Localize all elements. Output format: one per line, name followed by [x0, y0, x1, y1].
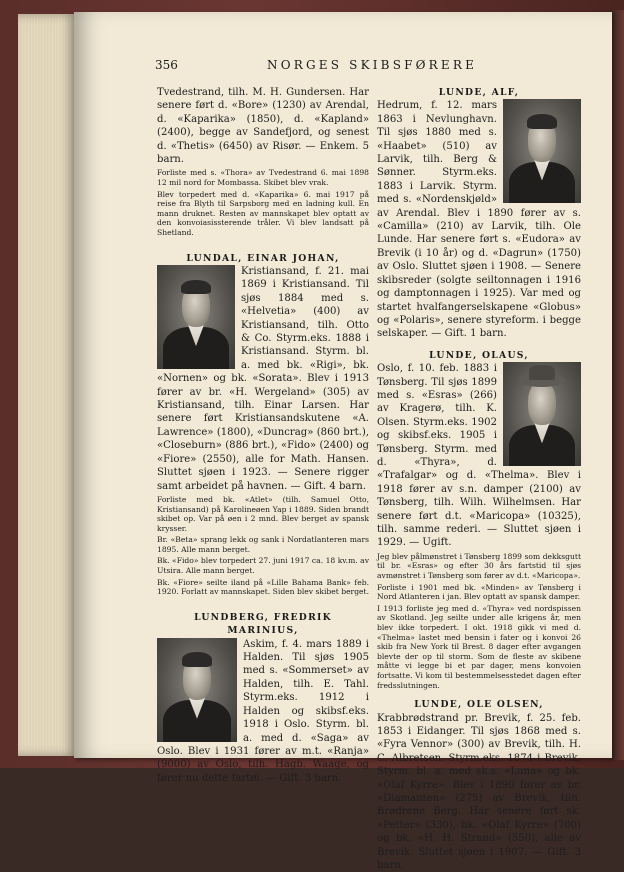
entry-note: Blev torpedert med d. «Kaparika» 6. mai 1917 på reise fra Blyth til Sarpsborg med en ladning kull. En mann druknet. Resten av mannskapet blev optatt av den konvoiasissterende tråler. Vi blev landsatt på Shetland. [157, 189, 369, 237]
page-header [155, 58, 579, 76]
portrait-photo-hat [503, 362, 581, 466]
entry-note: Forliste med bk. «Atlet» (tilh. Samuel Otto, Kristiansand) på Karolineøen Yap i 1889. Siden brandt skibet op. Var på øen i 2 mnd. Blev berget av spansk krysser. [157, 494, 369, 533]
entry-text: Krabbrødstrand pr. Brevik, f. 25. feb. 1853 i Eidanger. Til sjøs 1868 med s. «Fyra Vennor» (300) av Brevik, tilh. H. C. Albretsen. Styrm.eks. 1874 i Brevik. Styrm. bl. a. med sk.s. «Luna» og bk. «Olaf Kyrre». Blev i 1890 fører av br. «Diamanten» (275) av Brevik, tilh. Brødrene Berg. Har senere ført sk. «Petter» (330), bk. «Olaf Kyrre» (700) og bk. «H. H. Strand» (550), alle av Brevik. Sluttet sjøen i 1907. — Gift. 3 barn. [377, 712, 581, 871]
left-column [157, 86, 369, 785]
entry-note: Bk. «Fido» blev torpedert 27. juni 1917 ca. 18 kv.m. av Utsira. Alle mann berget. [157, 556, 369, 576]
entry-heading: LUNDAL, EINAR JOHAN, [186, 252, 340, 264]
page-edges [18, 14, 76, 756]
entry-text: Askim, f. 4. mars 1889 i Halden. Til sjøs 1905 med s. «Sommerset» av Halden, tilh. E. Tahl. Styrm.eks. 1912 i Halden og skibsf.eks. 1918 i Oslo. Styrm. bl. a. med d. «Saga» av Oslo. Blev i 1931 fører av m.t. «Ranja» (9000) av Oslo, tilh. Hagb. Waage, og fører nu dette fartøi. — Gift. 3 barn. [157, 638, 369, 784]
entry-text: Oslo, f. 10. feb. 1883 i Tønsberg. Til sjøs 1899 med s. «Esras» (266) av Kragerø, tilh. K. Olsen. Styrm.eks. 1902 og skibsf.eks. 1905 i Tønsberg. Styrm. med d. «Thyra», d. «Trafalgar» og d. «Thelma». Blev i 1918 fører av s.n. damper (2100) av Tønsberg, tilh. Wilh. Wilhelmsen. Har senere ført d.t. «Maricopa» (10325), tilh. samme rederi. — Sluttet sjøen i 1929. — Ugift. [377, 363, 581, 549]
entry-heading: LUNDE, ALF, [438, 87, 520, 98]
right-column [377, 86, 581, 872]
entry-heading: LUNDE, OLE OLSEN, [414, 699, 544, 711]
entry-note: I 1913 forliste jeg med d. «Thyra» ved nordspissen av Skotland. Jeg seilte under alle krigens år, men blev ikke torpedert. I okt. 1918 gikk vi med d. «Thelma» lastet med bensin i fater og i konvoi 26 skib fra New York til Brest. 8 dager efter avgangen blevte der op til storm. Som de fleste av skibene måtte vi legge bi et par dager, mens konvoien fortsatte. Vi kom til bestemmelsesstedet dagen efter fredsslutningen. [377, 603, 581, 690]
entry-note: Forliste i 1901 med bk. «Minden» av Tønsberg i Nord Atlanteren i jan. Blev optatt av spansk damper. [377, 582, 581, 602]
entry-heading: LUNDE, OLAUS, [429, 349, 529, 361]
portrait-photo [503, 99, 581, 203]
entry-text: Hedrum, f. 12. mars 1863 i Nevlunghavn. Til sjøs 1880 med s. «Haabet» (510) av Larvik, tilh. Berg & Sønner. Styrm.eks. 1883 i Larvik. Styrm. med s. «Nordenskjøld» av Arendal. Blev i 1890 fører av s. «Camilla» (210) av Larvik, tilh. Ole Lunde. Har senere ført s. «Eudora» av Brevik (i 10 år) og d. «Dagrun» (1750) av Oslo. Sluttet sjøen i 1908. — Senere skibsreder (solgte seiltonnagen i 1916 og damptonnagen i 1925). Var med og startet hvalfangerselskapene «Globus» og «Polaris», senere styreform. i begge selskaper. — Gift. 1 barn. [377, 100, 581, 340]
running-title: NORGES SKIBSFØRERE [267, 58, 478, 72]
cover-edge [610, 10, 624, 760]
portrait-photo [157, 265, 235, 369]
intro-paragraph: Tvedestrand, tilh. M. H. Gundersen. Har senere ført d. «Bore» (1230) av Arendal, d. «Kaparika» (1850), d. «Kapland» (2400), begge av Sandefjord, og senest d. «Thetis» (6450) av Risør. — Enkem. 5 barn. [157, 87, 369, 166]
entry-text: Kristiansand, f. 21. mai 1869 i Kristiansand. Til sjøs 1884 med s. «Helvetia» (400) av Kristiansand, tilh. Otto & Co. Styrm.eks. 1888 i Kristiansand. Styrm. bl. a. med bk. «Rigi», bk. «Nornen» og bk. «Sorata». Blev i 1913 fører av br. «H. Wergeland» (305) av Kristiansand, tilh. Einar Larsen. Har senere ført Kristiansandskutene «A. Lawrence» (1800), «Duncrag» (860 brt.), «Closeburn» (886 brt.), «Fido» (2400) og «Fiore» (2550), alle for Math. Hansen. Sluttet sjøen i 1923. — Senere rigger samt arbeidet på havnen. — Gift. 4 barn. [157, 266, 369, 492]
portrait-photo [157, 638, 237, 742]
entry-note: Forliste med s. «Thora» av Tvedestrand 6. mai 1898 12 mil nord for Mombassa. Skibet blev vrak. [157, 168, 369, 188]
entry-heading: LUNDBERG, FREDRIK MARINIUS, [194, 611, 332, 637]
page-number: 356 [155, 58, 178, 72]
entry-note: Bk. «Fiore» seilte iland på «Lille Bahama Bank» feb. 1920. Forlatt av mannskapet. Siden blev skibet berget. [157, 577, 370, 597]
entry-note: Jeg blev pålmønstret i Tønsberg 1899 som dekksgutt til br. «Esras» og efter 30 års fartstid til sjøs avmønstret i Tønsberg som fører av d.t. «Maricopa». [377, 551, 581, 580]
entry-note: Br. «Beta» sprang lekk og sank i Nordatlanteren mars 1895. Alle mann berget. [157, 535, 369, 554]
